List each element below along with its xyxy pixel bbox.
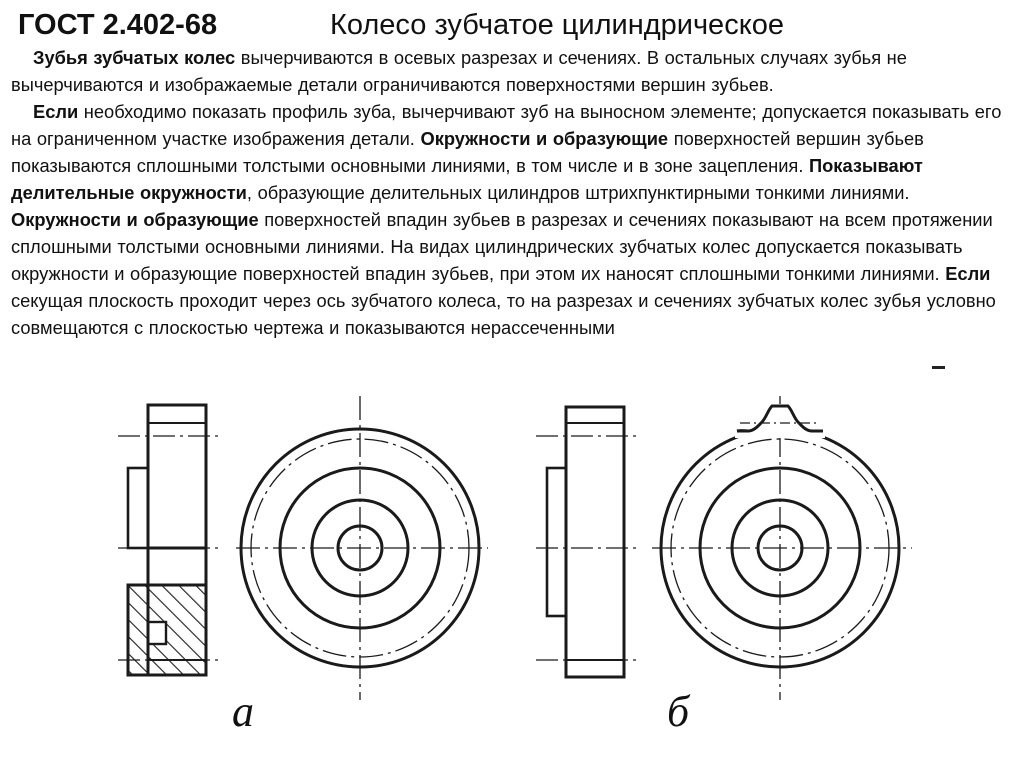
gear-drawing [0, 380, 1024, 768]
figure-a-front-view [236, 396, 488, 700]
caption-b: б [667, 687, 690, 736]
text-run: необходимо показать профиль зуба, вычерчивают зуб на выносном элементе; допускается показывать его на ограниченном участке изображения детали. [11, 101, 1002, 149]
stray-dash-mark [932, 366, 945, 369]
text-run: , образующие делительных цилиндров штрихпунктирными тонкими линиями. [246, 182, 910, 203]
bold-term: Окружности и образующие [11, 209, 259, 230]
text-run: поверхностей вершин зубьев показываются сплошными толстыми основными линиями, в том числе и в зоне зацепления. [11, 128, 924, 176]
body-text [11, 44, 1011, 341]
text-run: секущая плоскость проходит через ось зубчатого колеса, то на разрезах и сечениях зубчатых колес зубья условно совмещаются с плоскостью чертежа и показываются нерассеченными [11, 290, 996, 338]
hub-upper [128, 468, 148, 548]
caption-a: а [232, 687, 254, 736]
slide-title-row [18, 6, 1008, 44]
upper-half-outline [148, 405, 206, 548]
bold-term: Окружности и образующие [420, 128, 669, 149]
hatched-hub [128, 585, 148, 675]
hub-outline [547, 468, 566, 616]
figure-a-section-view [118, 405, 222, 675]
slide-title: Колесо зубчатое цилиндрическое [330, 9, 784, 41]
bold-term: Если [945, 263, 991, 284]
text-run: вычерчиваются в осевых разрезах и сечениях. В остальных случаях зубья не вычерчиваются и изображаемые детали ограничиваются поверхностями вершин зубьев. [11, 47, 907, 95]
bold-term: Показывают делительные окружности [11, 155, 923, 203]
paragraph [11, 98, 1011, 341]
keyway-notch [148, 622, 166, 644]
figure-b-front-view [652, 396, 912, 700]
standard-code: ГОСТ 2.402-68 [18, 9, 218, 41]
paragraph [11, 44, 1011, 98]
bold-term: Если [33, 101, 79, 122]
figure-b-side-view [536, 407, 640, 677]
bold-term: Зубья зубчатых колес [33, 47, 236, 68]
gear-body-outline [566, 407, 624, 677]
text-run: поверхностей впадин зубьев в разрезах и сечениях показывают на всем протяжении сплошными толстыми основными линиями. На видах цилиндрических зубчатых колес допускается показывать окружности и образующие поверхностей впадин зубьев, при этом их наносят сплошными тонкими линиями. [11, 209, 993, 284]
